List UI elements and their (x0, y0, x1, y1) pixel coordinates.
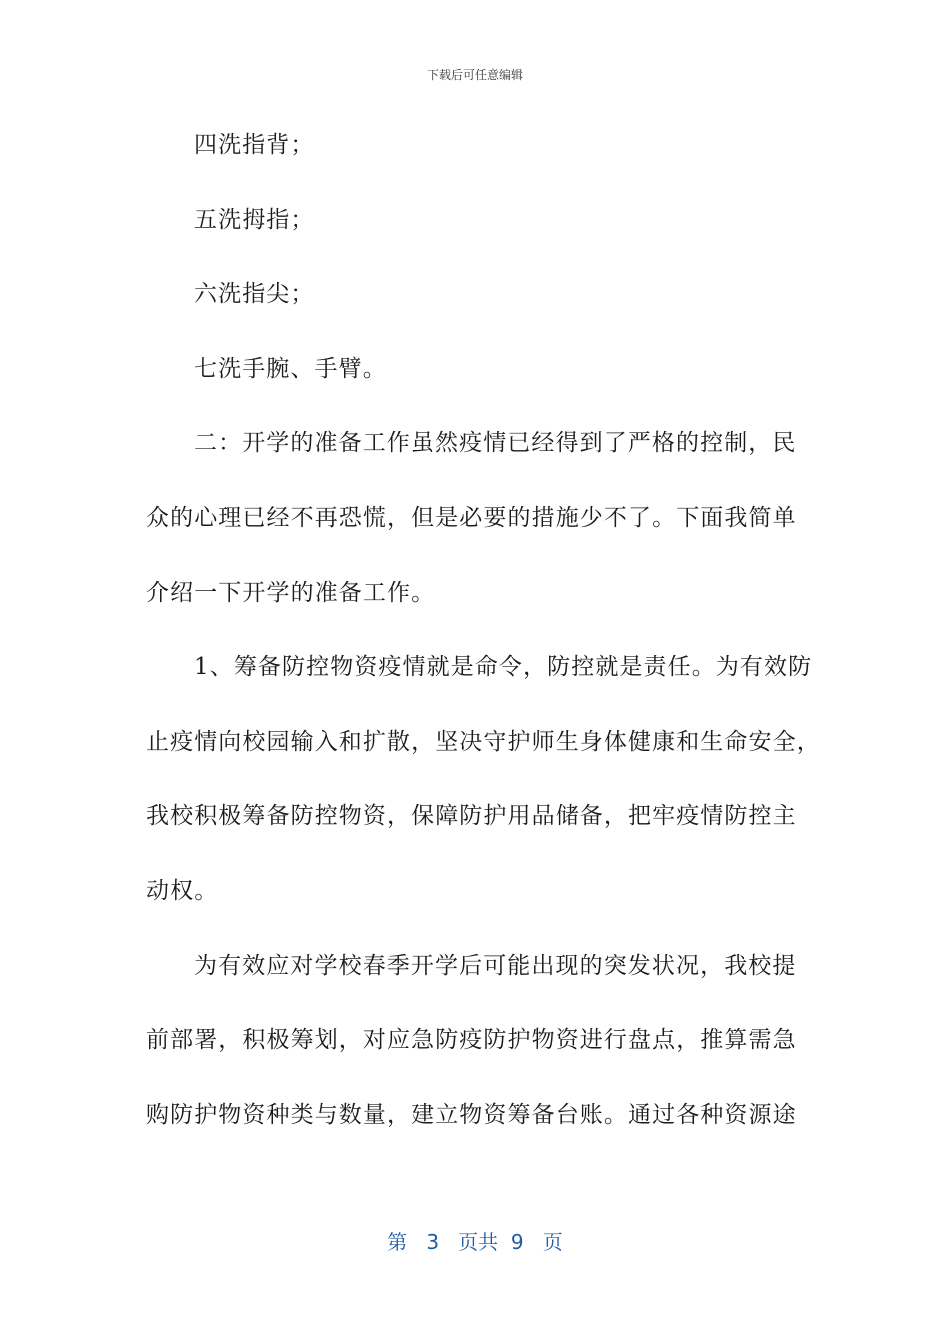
body-line: 六洗指尖； (194, 281, 315, 308)
body-line: 止疫情向校园输入和扩散，坚决守护师生身体健康和生命安全， (146, 728, 821, 755)
header-note: 下载后可任意编辑 (426, 68, 523, 82)
body-line: 介绍一下开学的准备工作。 (146, 579, 436, 606)
total-pages-number: 9 (510, 1230, 524, 1254)
footer-middle: 页共 (458, 1230, 499, 1254)
body-line: 二：开学的准备工作虽然疫情已经得到了严格的控制，民 (194, 430, 797, 457)
body-line: 七洗手腕、手臂。 (194, 355, 387, 382)
body-line: 动权。 (146, 877, 219, 904)
footer-suffix: 页 (542, 1230, 563, 1254)
body-line: 1、筹备防控物资疫情就是命令，防控就是责任。为有效防 (194, 654, 813, 681)
body-line: 四洗指背； (194, 132, 315, 158)
document-body (146, 122, 821, 1166)
body-line: 五洗拇指； (194, 206, 315, 233)
page-footer (0, 1226, 950, 1255)
body-line: 我校积极筹备防控物资，保障防护用品储备，把牢疫情防控主 (146, 803, 797, 830)
body-line: 众的心理已经不再恐慌，但是必要的措施少不了。下面我简单 (146, 504, 797, 531)
footer-prefix: 第 (387, 1230, 408, 1254)
body-line: 购防护物资种类与数量，建立物资筹备台账。通过各种资源途 (146, 1101, 797, 1128)
current-page-number: 3 (426, 1230, 440, 1254)
body-line: 为有效应对学校春季开学后可能出现的突发状况，我校提 (194, 952, 797, 979)
body-line: 前部署，积极筹划，对应急防疫防护物资进行盘点，推算需急 (146, 1027, 797, 1054)
